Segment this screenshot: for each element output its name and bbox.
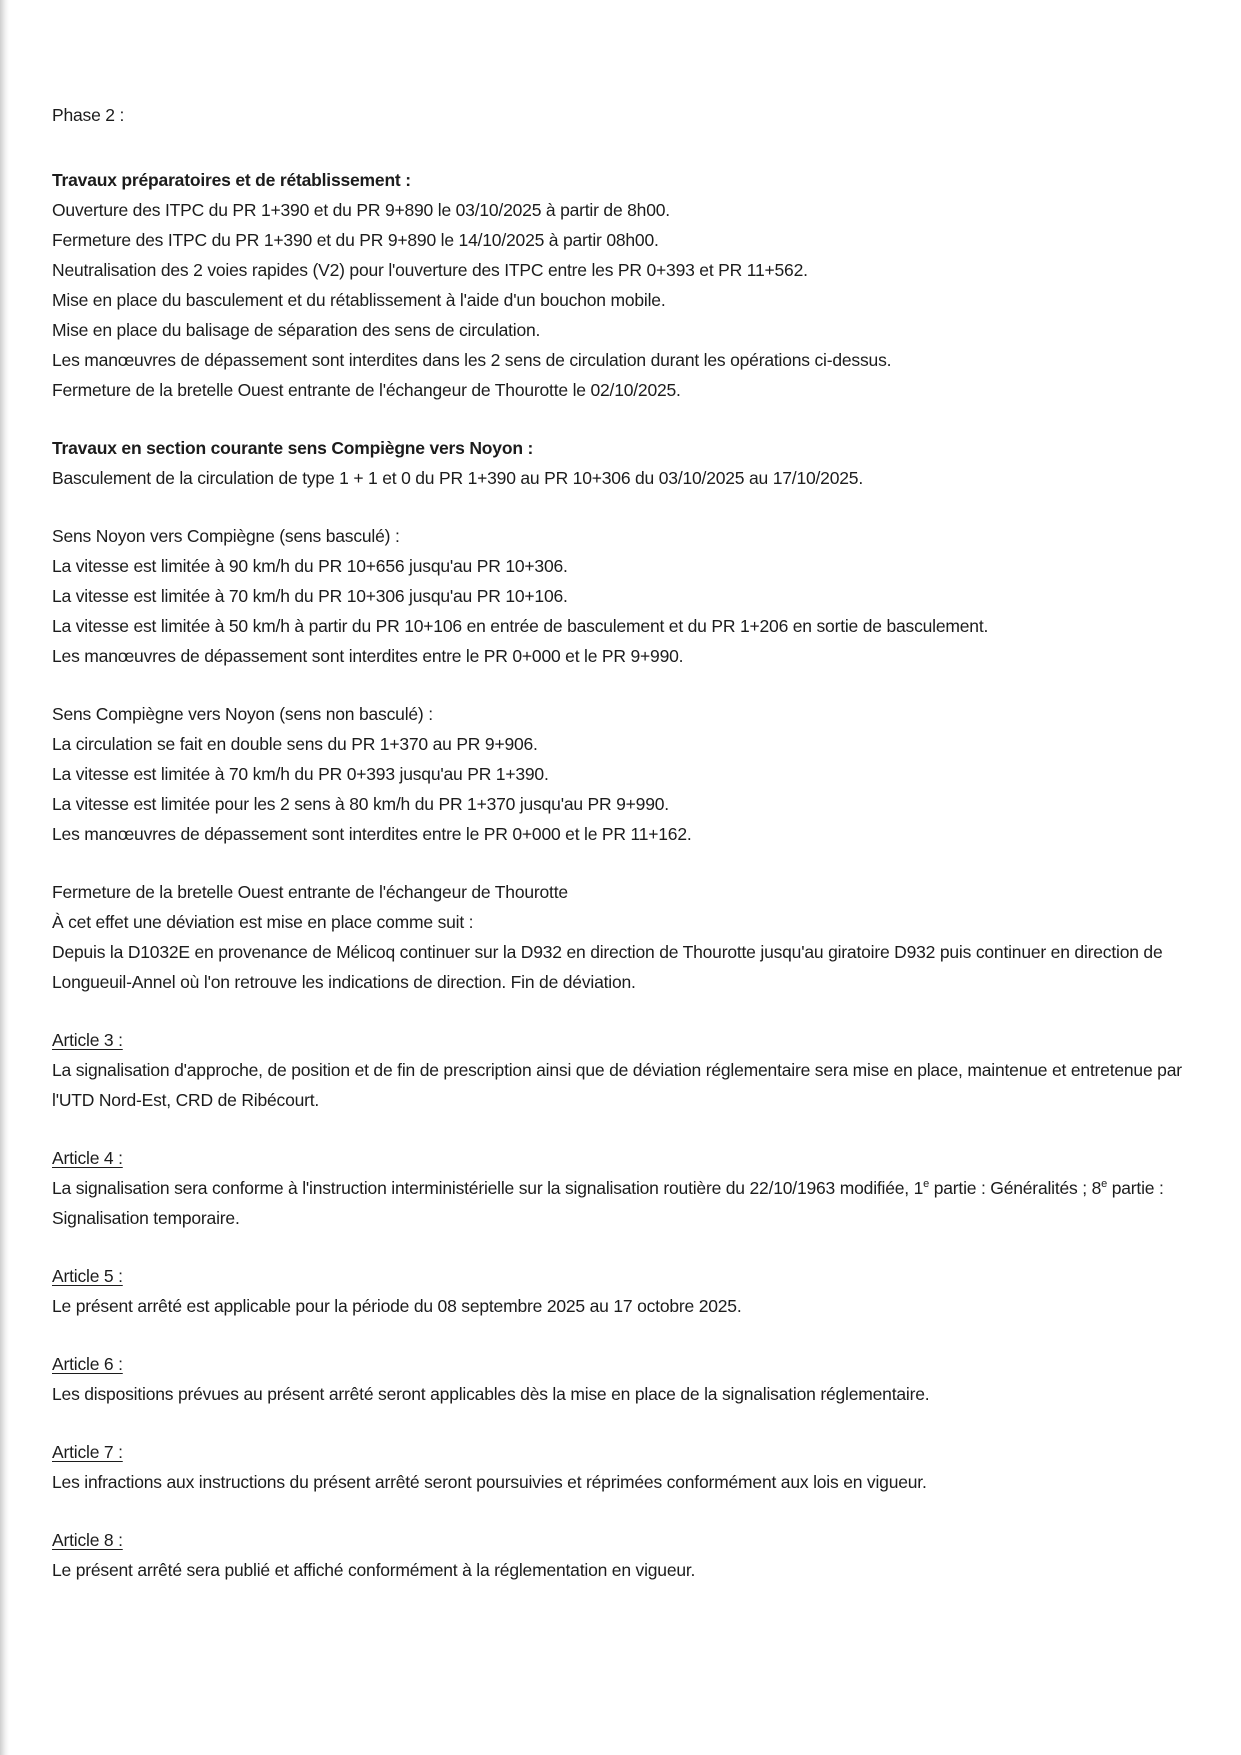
ordinal-suffix: e — [923, 1178, 930, 1191]
deviation-paragraph: Depuis la D1032E en provenance de Mélicoq continuer sur la D932 en direction de Thourotte jusqu'au giratoire D932 puis continuer en direction de Longueuil-Annel où l'on retrouve les indications de direction. Fin de déviation. — [52, 942, 1163, 992]
section-line: Basculement de la circulation de type 1 + 1 et 0 du PR 1+390 au PR 10+306 du 03/10/2025 au 17/10/2025. — [52, 468, 863, 488]
article-8-text: Le présent arrêté sera publié et affiché conformément à la réglementation en vigueur. — [52, 1560, 696, 1580]
article-6-title: Article 6 : — [52, 1354, 123, 1374]
article-3-text: La signalisation d'approche, de position et de fin de prescription ainsi que de déviation réglementaire sera mise en place, maintenue et entretenue par l'UTD Nord-Est, CRD de Ribécourt. — [52, 1060, 1182, 1110]
prep-heading: Travaux préparatoires et de rétablissement : — [52, 170, 411, 190]
article-7-text: Les infractions aux instructions du présent arrêté seront poursuivies et réprimées conformément aux lois en vigueur. — [52, 1472, 927, 1492]
phase-title: Phase 2 : — [52, 105, 125, 125]
scan-left-edge — [0, 0, 9, 1755]
ordinal-suffix: e — [1101, 1178, 1108, 1191]
noyon-line: La vitesse est limitée à 50 km/h à partir du PR 10+106 en entrée de basculement et du PR 1+206 en sortie de basculement. — [52, 616, 989, 636]
prep-line: Les manœuvres de dépassement sont interdites dans les 2 sens de circulation durant les opérations ci-dessus. — [52, 350, 892, 370]
article-8-title: Article 8 : — [52, 1530, 123, 1550]
prep-line: Ouverture des ITPC du PR 1+390 et du PR 9+890 le 03/10/2025 à partir de 8h00. — [52, 200, 670, 220]
prep-line: Fermeture de la bretelle Ouest entrante de l'échangeur de Thourotte le 02/10/2025. — [52, 380, 681, 400]
compiegne-line: La vitesse est limitée à 70 km/h du PR 0+393 jusqu'au PR 1+390. — [52, 764, 549, 784]
noyon-line: Les manœuvres de dépassement sont interdites entre le PR 0+000 et le PR 9+990. — [52, 646, 684, 666]
section-heading: Travaux en section courante sens Compiègne vers Noyon : — [52, 438, 534, 458]
compiegne-line: La circulation se fait en double sens du PR 1+370 au PR 9+906. — [52, 734, 538, 754]
article-4-text-part: La signalisation sera conforme à l'instruction interministérielle sur la signalisation routière du 22/10/1963 modifiée, 1 — [52, 1178, 924, 1198]
prep-line: Mise en place du basculement et du rétablissement à l'aide d'un bouchon mobile. — [52, 290, 666, 310]
article-4-text — [52, 1173, 1182, 1233]
article-6-text: Les dispositions prévues au présent arrêté seront applicables dès la mise en place de la signalisation réglementaire. — [52, 1384, 930, 1404]
article-5-text: Le présent arrêté est applicable pour la période du 08 septembre 2025 au 17 octobre 2025. — [52, 1296, 742, 1316]
document-body — [52, 100, 1182, 1585]
article-3-title: Article 3 : — [52, 1030, 123, 1050]
article-7-title: Article 7 : — [52, 1442, 123, 1462]
prep-line: Mise en place du balisage de séparation des sens de circulation. — [52, 320, 541, 340]
compiegne-line: La vitesse est limitée pour les 2 sens à 80 km/h du PR 1+370 jusqu'au PR 9+990. — [52, 794, 669, 814]
deviation-line: À cet effet une déviation est mise en place comme suit : — [52, 912, 474, 932]
noyon-line: La vitesse est limitée à 70 km/h du PR 10+306 jusqu'au PR 10+106. — [52, 586, 568, 606]
article-4-text-part: partie : Généralités ; 8 — [929, 1178, 1102, 1198]
article-4-text-part: partie : Signalisation temporaire. — [52, 1178, 1164, 1228]
compiegne-line: Les manœuvres de dépassement sont interdites entre le PR 0+000 et le PR 11+162. — [52, 824, 692, 844]
prep-line: Neutralisation des 2 voies rapides (V2) pour l'ouverture des ITPC entre les PR 0+393 et PR 11+562. — [52, 260, 808, 280]
compiegne-title: Sens Compiègne vers Noyon (sens non basculé) : — [52, 704, 433, 724]
deviation-line: Fermeture de la bretelle Ouest entrante de l'échangeur de Thourotte — [52, 882, 568, 902]
noyon-line: La vitesse est limitée à 90 km/h du PR 10+656 jusqu'au PR 10+306. — [52, 556, 568, 576]
noyon-title: Sens Noyon vers Compiègne (sens basculé) : — [52, 526, 400, 546]
prep-line: Fermeture des ITPC du PR 1+390 et du PR 9+890 le 14/10/2025 à partir 08h00. — [52, 230, 659, 250]
article-4-title: Article 4 : — [52, 1148, 123, 1168]
article-5-title: Article 5 : — [52, 1266, 123, 1286]
